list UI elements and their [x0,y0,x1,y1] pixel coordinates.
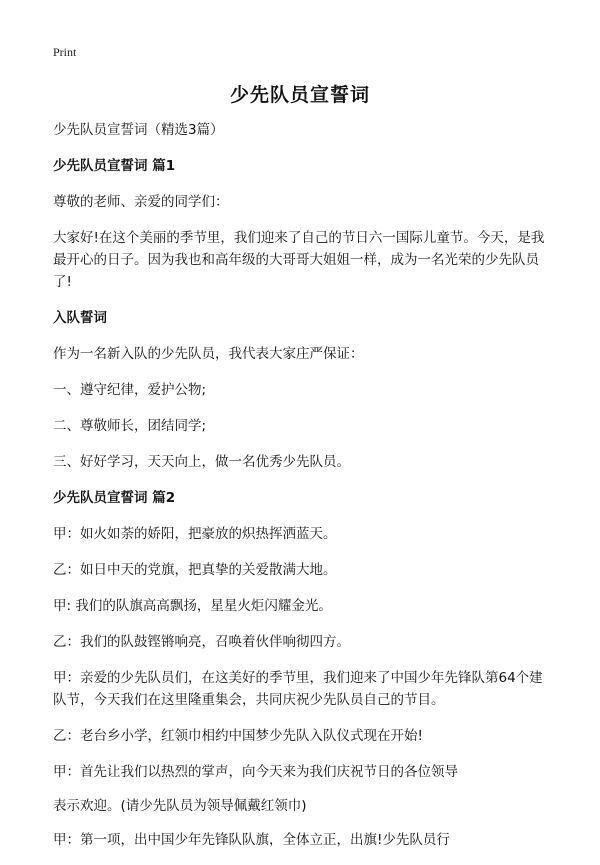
greeting-paragraph: 尊敬的老师、亲爱的同学们： [53,194,229,210]
dialogue-line: 甲：首先让我们以热烈的掌声，向今天来为我们庆祝节日的各位领导 [53,764,458,780]
section-2-heading: 少先队员宣誓词 篇2 [53,490,176,506]
page-title: 少先队员宣誓词 [229,84,370,106]
oath-intro: 作为一名新入队的少先队员，我代表大家庄严保证： [53,346,364,362]
intro-paragraph: 大家好!在这个美丽的季节里，我们迎来了自己的节日六一国际儿童节。今天，是我最开心的日子。因为我也和高年级的大哥哥大姐姐一样，成为一名光荣的少先队员了! [53,230,545,290]
dialogue-line: 甲：第一项，出中国少年先锋队队旗，全体立正，出旗!少先队员行 [53,832,450,848]
dialogue-line: 甲：如火如荼的娇阳，把豪放的炽热挥洒蓝天。 [53,526,337,542]
dialogue-line: 甲: 我们的队旗高高飘扬，星星火炬闪耀金光。 [53,598,332,614]
print-link[interactable]: Print [53,45,77,59]
dialogue-line: 甲：亲爱的少先队员们，在这美好的季节里，我们迎来了中国少年先锋队第64个建队节，今天我们在这里隆重集会，共同庆祝少先队员自己的节目。 [53,670,543,708]
oath-item: 二、尊敬师长，团结同学; [53,418,207,434]
oath-item: 三、好好学习，天天向上，做一名优秀少先队员。 [53,454,350,470]
dialogue-line: 乙：老台乡小学，红领巾相约中国梦少先队入队仪式现在开始! [53,728,423,744]
dialogue-line: 乙：如日中天的党旗，把真挚的关爱散满大地。 [53,562,337,578]
section-1-heading: 少先队员宣誓词 篇1 [53,158,176,174]
oath-heading: 入队誓词 [53,310,107,326]
dialogue-line: 表示欢迎。(请少先队员为领导佩戴红领巾) [53,798,307,814]
document-subtitle: 少先队员宣誓词（精选3篇） [53,122,224,138]
document-body [53,119,553,865]
dialogue-line: 乙：我们的队鼓铿锵响亮，召唤着伙伴响彻四方。 [53,634,350,650]
oath-item: 一、遵守纪律，爱护公物; [53,382,207,398]
